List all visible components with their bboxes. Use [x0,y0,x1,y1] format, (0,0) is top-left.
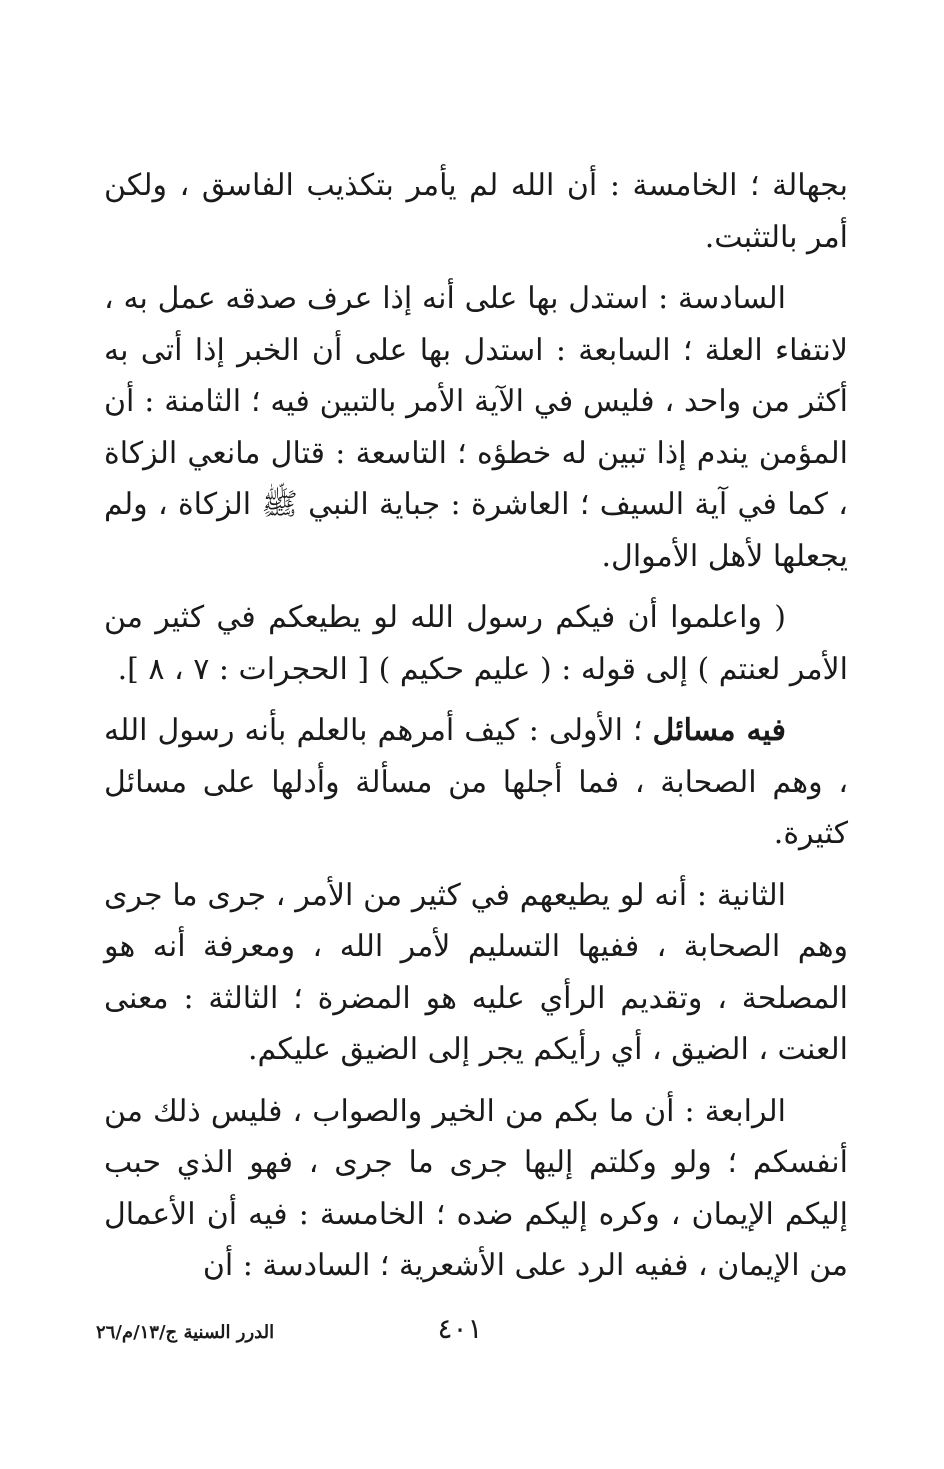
paragraph-5-text: الثانية : أنه لو يطيعهم في كثير من الأمر ، جرى ما جرى وهم الصحابة ، ففيها التسليم لأمر الله ، ومعرفة أنه هو المصلحة ، وتقديم الرأي عليه هو المضرة ؛ الثالثة : معنى العنت ، الضيق ، أي رأيكم يجر إلى الضيق عليكم. [104,877,848,1067]
paragraph-1-text: بجهالة ؛ الخامسة : أن الله لم يأمر بتكذيب الفاسق ، ولكن أمر بالتثبت. [104,168,848,255]
paragraph-3-text: ( واعلموا أن فيكم رسول الله لو يطيعكم في كثير من الأمر لعنتم ) إلى قوله : ( عليم حكيم ) [ الحجرات : ٧ ، ٨ ]. [104,600,848,687]
paragraph-1 [104,160,848,263]
page-number: ٤٠١ [437,1312,483,1345]
source-reference: الدرر السنية ج/١٣/م/٢٦ [96,1322,275,1343]
paragraph-3-quran-verse [104,592,848,695]
paragraph-4-bold-lead: فيه مسائل [652,713,786,748]
paragraph-2 [104,273,848,582]
paragraph-2-text: السادسة : استدل بها على أنه إذا عرف صدقه عمل به ، لانتفاء العلة ؛ السابعة : استدل بها على أن الخبر إذا أتى به أكثر من واحد ، فليس في الآية الأمر بالتبين فيه ؛ الثامنة : أن المؤمن يندم إذا تبين له خطؤه ؛ التاسعة : قتال مانعي الزكاة ، كما في آية السيف ؛ العاشرة : جباية النبي ﷺ الزكاة ، ولم يجعلها لأهل الأموال. [104,281,848,574]
paragraph-4 [104,705,848,860]
paragraph-4-text: ؛ الأولى : كيف أمرهم بالعلم بأنه رسول الله ، وهم الصحابة ، فما أجلها من مسألة وأدلها على مسائل كثيرة. [104,713,848,851]
paragraph-6 [104,1086,848,1292]
paragraph-6-text: الرابعة : أن ما بكم من الخير والصواب ، فليس ذلك من أنفسكم ؛ ولو وكلتم إليها جرى ما جرى ، فهو الذي حبب إليكم الإيمان ، وكره إليكم ضده ؛ الخامسة : فيه أن الأعمال من الإيمان ، ففيه الرد على الأشعرية ؛ السادسة : أن [104,1093,848,1283]
paragraph-5 [104,870,848,1076]
body-text [104,160,848,1302]
